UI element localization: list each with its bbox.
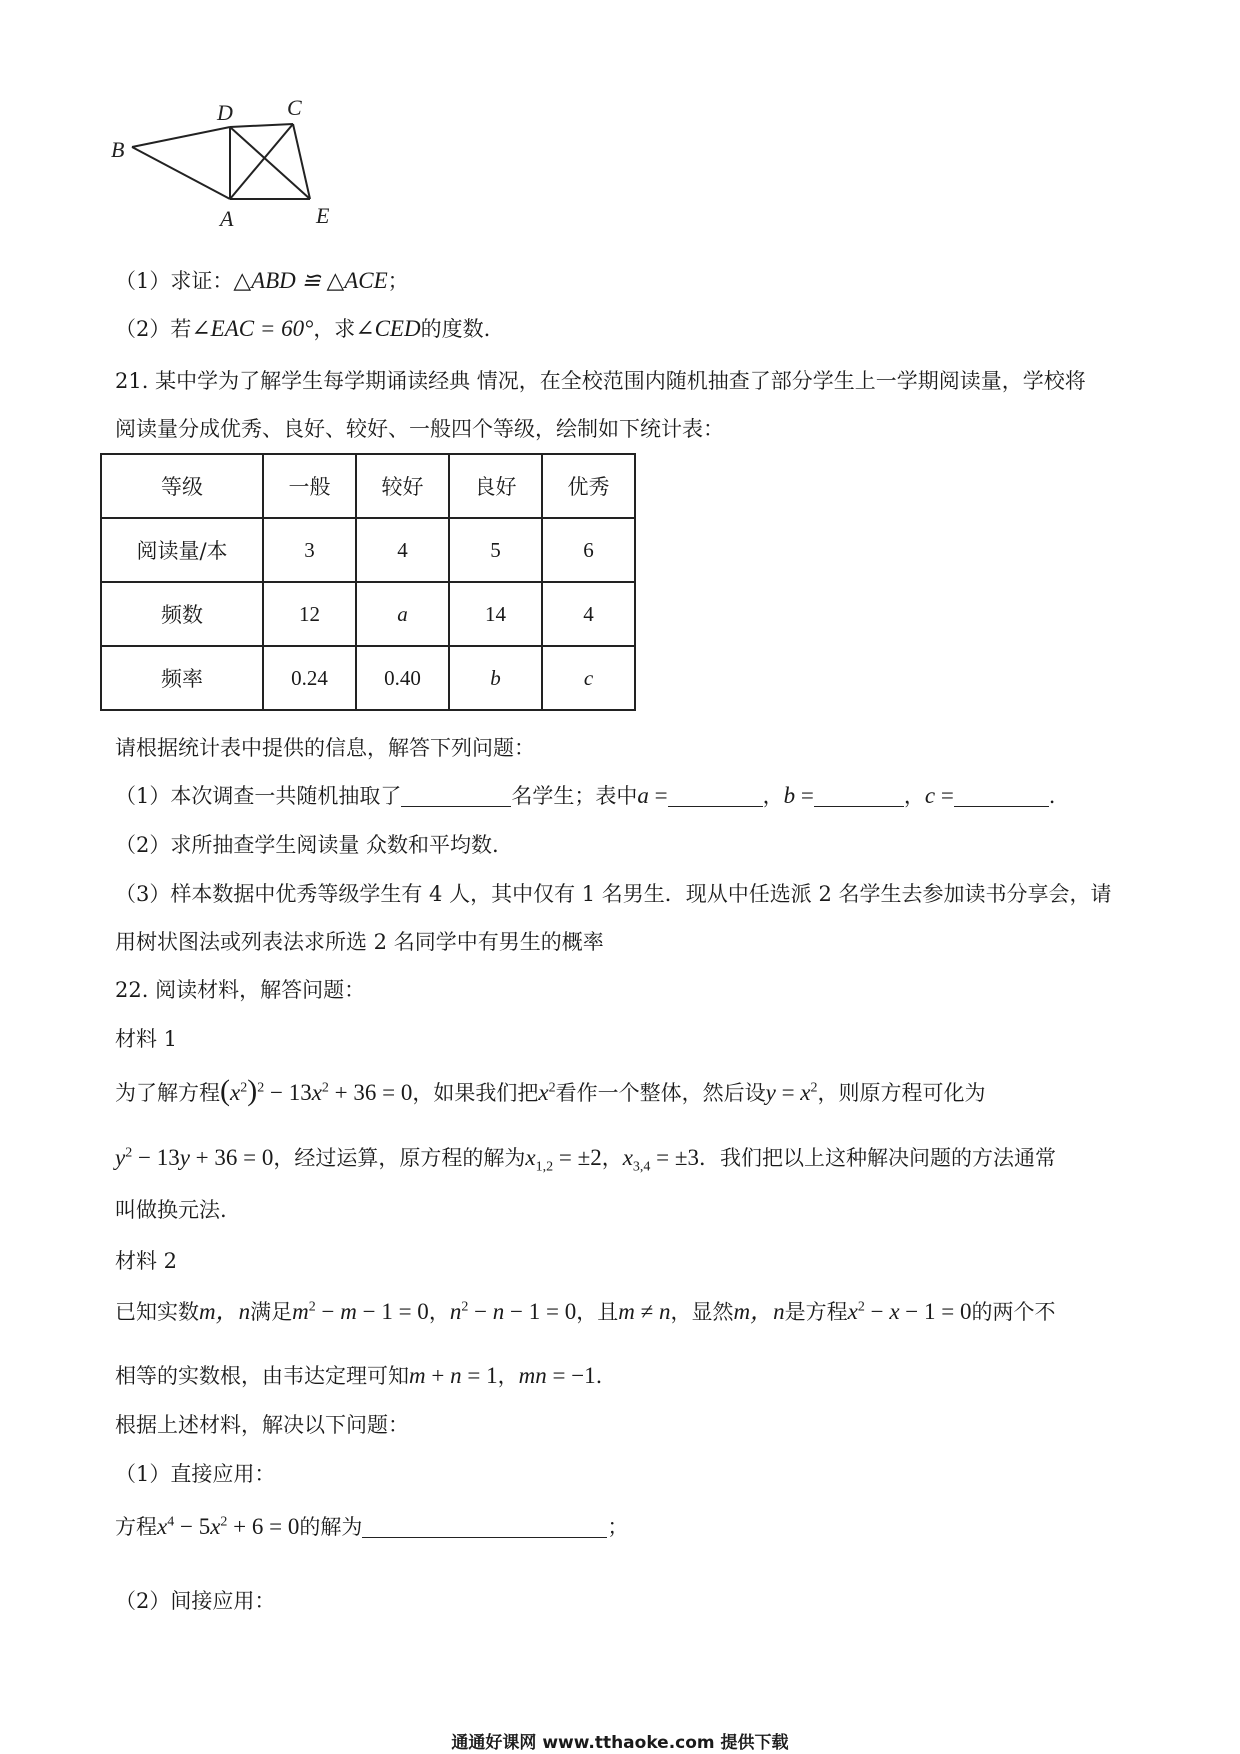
table-cell: 良好	[449, 454, 542, 518]
q22-title: 22. 阅读材料，解答问题：	[115, 978, 366, 1002]
q21-part3-line1: （3）样本数据中优秀等级学生有 4 人，其中仅有 1 名男生．现从中任选派 2 名学生去参加读书分享会，请	[115, 882, 1112, 906]
segment-BA	[132, 147, 230, 199]
q21-part3-line2: 用树状图法或列表法求所选 2 名同学中有男生的概率	[115, 930, 604, 954]
q20-part1: （1）求证：△ABD ≌ △ACE；	[115, 268, 409, 293]
table-cell: 0.40	[356, 646, 449, 710]
table-cell: 优秀	[542, 454, 635, 518]
q22-part1-equation: 方程$x^4 - 5x^2 + 6 = 0$的解为 ；	[115, 1514, 629, 1539]
answer-blank[interactable]	[668, 784, 763, 807]
material2-line1: 已知实数m，n满足$m^2 - m - 1 = 0$，$n^2 - n - 1 = 0$，且m ≠ n，显然m，n是方程$x^2 - x - 1 = 0$的两个不	[115, 1299, 1056, 1324]
table-cell: a	[356, 582, 449, 646]
segment-BD	[132, 127, 230, 147]
table-row	[101, 454, 635, 518]
table-cell: 12	[263, 582, 356, 646]
table-cell: 较好	[356, 454, 449, 518]
stats-table	[100, 453, 636, 711]
table-cell: 频数	[101, 582, 263, 646]
label-A: A	[220, 206, 234, 231]
table-row	[101, 518, 635, 582]
label-D: D	[217, 100, 233, 125]
q22-part2-title: （2）间接应用：	[115, 1589, 276, 1613]
table-cell: 5	[449, 518, 542, 582]
answer-blank[interactable]	[954, 784, 1049, 807]
material1-title: 材料 1	[115, 1027, 178, 1051]
material1-line3: 叫做换元法.	[115, 1198, 227, 1222]
q21-part2: （2）求所抽查学生阅读量 众数和平均数.	[115, 833, 499, 857]
table-cell: 4	[542, 582, 635, 646]
table-cell: 一般	[263, 454, 356, 518]
table-cell: c	[542, 646, 635, 710]
q22-part1-title: （1）直接应用：	[115, 1462, 276, 1486]
q21-prompt: 请根据统计表中提供的信息，解答下列问题：	[115, 736, 535, 760]
answer-blank[interactable]	[401, 784, 511, 807]
table-cell: 0.24	[263, 646, 356, 710]
table-cell: 3	[263, 518, 356, 582]
material1-line2: $y^2 - 13y + 36 = 0$，经过运算，原方程的解为$x_{1,2} = \pm 2$，$x_{3,4} = \pm 3$．我们把以上这种解决问题的方法通常	[115, 1145, 1057, 1175]
label-E: E	[316, 203, 330, 228]
segment-DC	[230, 124, 293, 127]
segment-CE	[293, 124, 310, 199]
table-row	[101, 582, 635, 646]
table-cell: 14	[449, 582, 542, 646]
label-C: C	[287, 98, 302, 120]
table-cell: 阅读量/本	[101, 518, 263, 582]
table-cell: 6	[542, 518, 635, 582]
table-cell: b	[449, 646, 542, 710]
label-B: B	[111, 137, 125, 162]
q22-prompt: 根据上述材料，解决以下问题：	[115, 1413, 409, 1437]
material2-title: 材料 2	[115, 1249, 178, 1273]
q21-part1: （1）本次调查一共随机抽取了 名学生；表中a = ，b = ，c = .	[115, 783, 1056, 808]
table-cell: 4	[356, 518, 449, 582]
q21-intro-line1: 21. 某中学为了解学生每学期诵读经典 情况，在全校范围内随机抽查了部分学生上一学期阅读量，学校将	[115, 369, 1086, 393]
material1-line1: 为了解方程$(x^2)^2 - 13x^2 + 36 = 0$，如果我们把$x^2$看作一个整体，然后设$y = x^2$，则原方程可化为	[115, 1074, 986, 1107]
segment-DE	[230, 127, 310, 199]
answer-blank[interactable]	[814, 784, 904, 807]
triangle-figure	[105, 98, 345, 258]
q20-part2: （2）若∠EAC = 60°，求∠CED的度数.	[115, 316, 491, 341]
table-row	[101, 646, 635, 710]
q21-intro-line2: 阅读量分成优秀、良好、较好、一般四个等级，绘制如下统计表：	[115, 417, 724, 441]
table-cell: 等级	[101, 454, 263, 518]
material2-line2: 相等的实数根，由韦达定理可知m + n = 1，mn = −1.	[115, 1363, 603, 1388]
footer-credit: 通通好课网 www.tthaoke.com 提供下载	[451, 1733, 789, 1753]
table-cell: 频率	[101, 646, 263, 710]
answer-blank[interactable]	[362, 1515, 607, 1538]
